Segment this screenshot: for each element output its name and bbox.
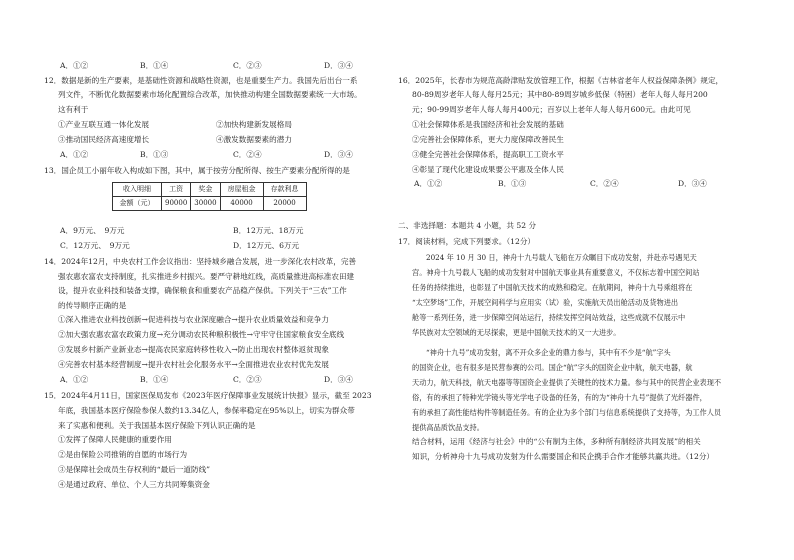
table-header: 工资 [162,183,191,197]
q15-line3: 来了实惠和便利。关于我国基本医疗保险下列认识正确的是 [58,421,256,430]
option-b[interactable]: B．①④ [140,61,169,70]
q14-line3: 设，提升农业科技和装备支撑，确保粮食和重要农产品稳产保供。下列关于“三农”工作 [58,286,347,295]
q12-stmt4: ④激发数据要素的潜力 [216,135,292,144]
q15-stmt1: ①发挥了保障人民健康的重要作用 [58,435,172,444]
q13-option-b[interactable]: B．12万元、18万元 [233,226,304,235]
q17-para2-line: 天动力，航天科技，航天电器等等国资企业提供了关键性的技术力量。参与其中的民营企业表现不 [412,378,722,387]
q16-stmt4: ④彰显了现代化建设成果要公平惠及全体人民 [412,165,564,174]
option-d[interactable]: D．③④ [324,61,353,70]
table-cell: 20000 [263,197,306,211]
option-c[interactable]: C．②③ [233,375,262,384]
option-c[interactable]: C．②④ [590,179,619,188]
table-cell: 90000 [162,197,191,211]
q12-stmt2: ②加快构建新发展格局 [216,120,292,129]
option-d[interactable]: D．③④ [324,375,353,384]
q16-stmt2: ②完善社会保障体系，更大力度保障改善民生 [412,135,564,144]
income-table [112,182,307,211]
q13-option-a[interactable]: A．9万元、 9万元 [60,226,125,235]
q17-para1-line: 华民族对太空领域的无尽探索，更是中国航天技术的又一大进步。 [412,328,621,337]
option-a[interactable]: A．①② [60,375,89,384]
option-b[interactable]: B．①③ [498,179,527,188]
q17-para2-line: 提供高品质饮品支持。 [412,423,484,432]
q13-option-d[interactable]: D．12万元、6万元 [233,241,300,250]
table-row [113,197,307,211]
q14-line2: 强农惠农富农支持制度，扎实推进乡村振兴。要严守耕地红线，高质量推进高标准农田建 [58,272,355,281]
q15-stmt3: ③是保障社会成员生存权利的“最后一道防线” [58,465,211,474]
q13-line1: 13．国企员工小丽年收入构成如下图，其中，属于按劳分配所得、按生产要素分配所得的是 [44,166,350,175]
q17-para2-line: 的国资企业，也有很多是民营参赛的公司。国企“航”字头的国资企业中航，航天电器，航 [412,363,693,372]
table-cell: 40000 [220,197,263,211]
q12-line3: 这有利于 [58,105,89,114]
option-b[interactable]: B．①③ [140,150,169,159]
option-c[interactable]: C．②③ [233,61,262,70]
option-c[interactable]: C．②④ [233,150,262,159]
q16-line1: 16．2025年，长春市为规范高龄津贴发放管理工作，根据《吉林省老年人权益保障条例》规定， [398,76,724,85]
q15-stmt4: ④是通过政府、单位、个人三方共同筹集资金 [58,480,210,489]
table-header-row [113,183,307,197]
q14-stmt4: ④完善农村基本经营制度→提升农村社会化服务水平→全面推进农业农村优先发展 [58,360,329,369]
option-d[interactable]: D．③④ [324,150,353,159]
q17-task-line2: 知识，分析神舟十九号成功发射为什么需要国企和民企携手合作才能够共赢共进。（12分） [412,452,715,461]
q15-line2: 年底，我国基本医疗保险参保人数约13.34亿人，参保率稳定在95%以上，切实为群众带 [58,406,355,415]
table-cell: 30000 [191,197,220,211]
q14-stmt2: ②加大强农惠农富农政策力度→充分调动农民种粮积极性→守牢守住国家粮食安全底线 [58,330,345,339]
q17-para1-line: 任务的持续推进，也彰显了中国航天技术的成熟和稳定。在航期间，神舟十九号乘组将在 [412,283,693,292]
q14-line1: 14．2024年12月，中央农村工作会议指出：坚持城乡融合发展，进一步深化农村改革，完善 [44,257,357,266]
q17-para1-line: 舱等一系列任务，进一步保障空间站运行，持续发挥空间站效益，这些成就不仅展示中 [412,313,686,322]
q15-line1: 15．2024年4月11日，国家医保局发布《2023年医疗保障事业发展统计快报》显示，截至 2023 [44,391,372,400]
q17-task-line1: 结合材料，运用《经济与社会》中的“公有制为主体，多种所有制经济共同发展”的相关 [412,437,701,446]
table-cell: 金额（元） [113,197,162,211]
q14-stmt3: ③发展乡村新产业新业态→提高农民家庭转移性收入→防止出现农村整体返贫现象 [58,345,329,354]
q12-stmt1: ①产业互联互通一体化发展 [58,120,150,129]
table-header: 奖金 [191,183,220,197]
q17-line1: 17．阅读材料，完成下列要求。（12分） [398,237,536,246]
q14-line4: 的传导顺序正确的是 [58,301,127,310]
table-header: 房屋租金 [220,183,263,197]
option-d[interactable]: D．③④ [678,179,707,188]
q17-para1-line: 2024 年 10 月 30 日，神舟十九号载人飞船在万众瞩目下成功发射，并赴赤号遇见天 [426,253,697,262]
q17-para2-line: 俗，有的承担了特种光学镜头等光学电子设备的任务，有的为“神舟十九号”提供了光纤器件， [412,393,707,402]
q15-stmt2: ②是由保险公司推销的自愿的市场行为 [58,450,188,459]
q16-line3: 元；90-99周岁老年人每人每月400元；百岁以上老年人每人每月600元。由此可见 [412,105,691,114]
option-a[interactable]: A．①② [60,150,89,159]
q17-para1-line: “太空梦场”工作，开展空间科学与应用实（试）验，实施航天员出舱活动及货物进出 [412,298,679,307]
q14-stmt1: ①深入推进农业科技创新→促进科技与农业深度融合→提升农业质量效益和竞争力 [58,315,329,324]
q12-stmt3: ③推动国民经济高速度增长 [58,135,150,144]
q16-stmt3: ③健全完善社会保障体系，提高职工工资水平 [412,150,564,159]
section-heading: 二、非选择题：本题共 4 小题，共 52 分 [398,221,537,230]
option-b[interactable]: B．①④ [140,375,169,384]
table-header: 收入明细 [113,183,162,197]
q16-line2: 80-89周岁老年人每人每月25元；其中80-89周岁城乡低保（特困）老年人每人每月200 [412,90,708,99]
option-a[interactable]: A．①② [60,61,89,70]
q12-line1: 12．数据是新的生产要素，是基础性资源和战略性资源，也是重要生产力。我国先后出台一系 [44,76,358,85]
q13-option-c[interactable]: C．12万元、 9万元 [60,241,130,250]
option-a[interactable]: A．①② [414,179,443,188]
table-header: 存款利息 [263,183,306,197]
q17-para2-line: “神舟十九号”成功发射，离不开众多企业的鼎力参与，其中有不少是“航”字头 [426,348,671,357]
q17-para2-line: 有的承担了高性能结构件等制造任务。有的企业为多个部门与信息系统提供了支持等，为工作人员 [412,408,722,417]
q12-line2: 列文件，不断优化数据要素市场化配置综合改革，加快推动构建全国数据要素统一大市场。 [58,90,362,99]
q16-stmt1: ①社会保障体系是我国经济和社会发展的基础 [412,120,564,129]
q17-para1-line: 宫。神舟十九号载人飞船的成功发射对中国航天事业具有重要意义，不仅标志着中国空间站 [412,268,700,277]
